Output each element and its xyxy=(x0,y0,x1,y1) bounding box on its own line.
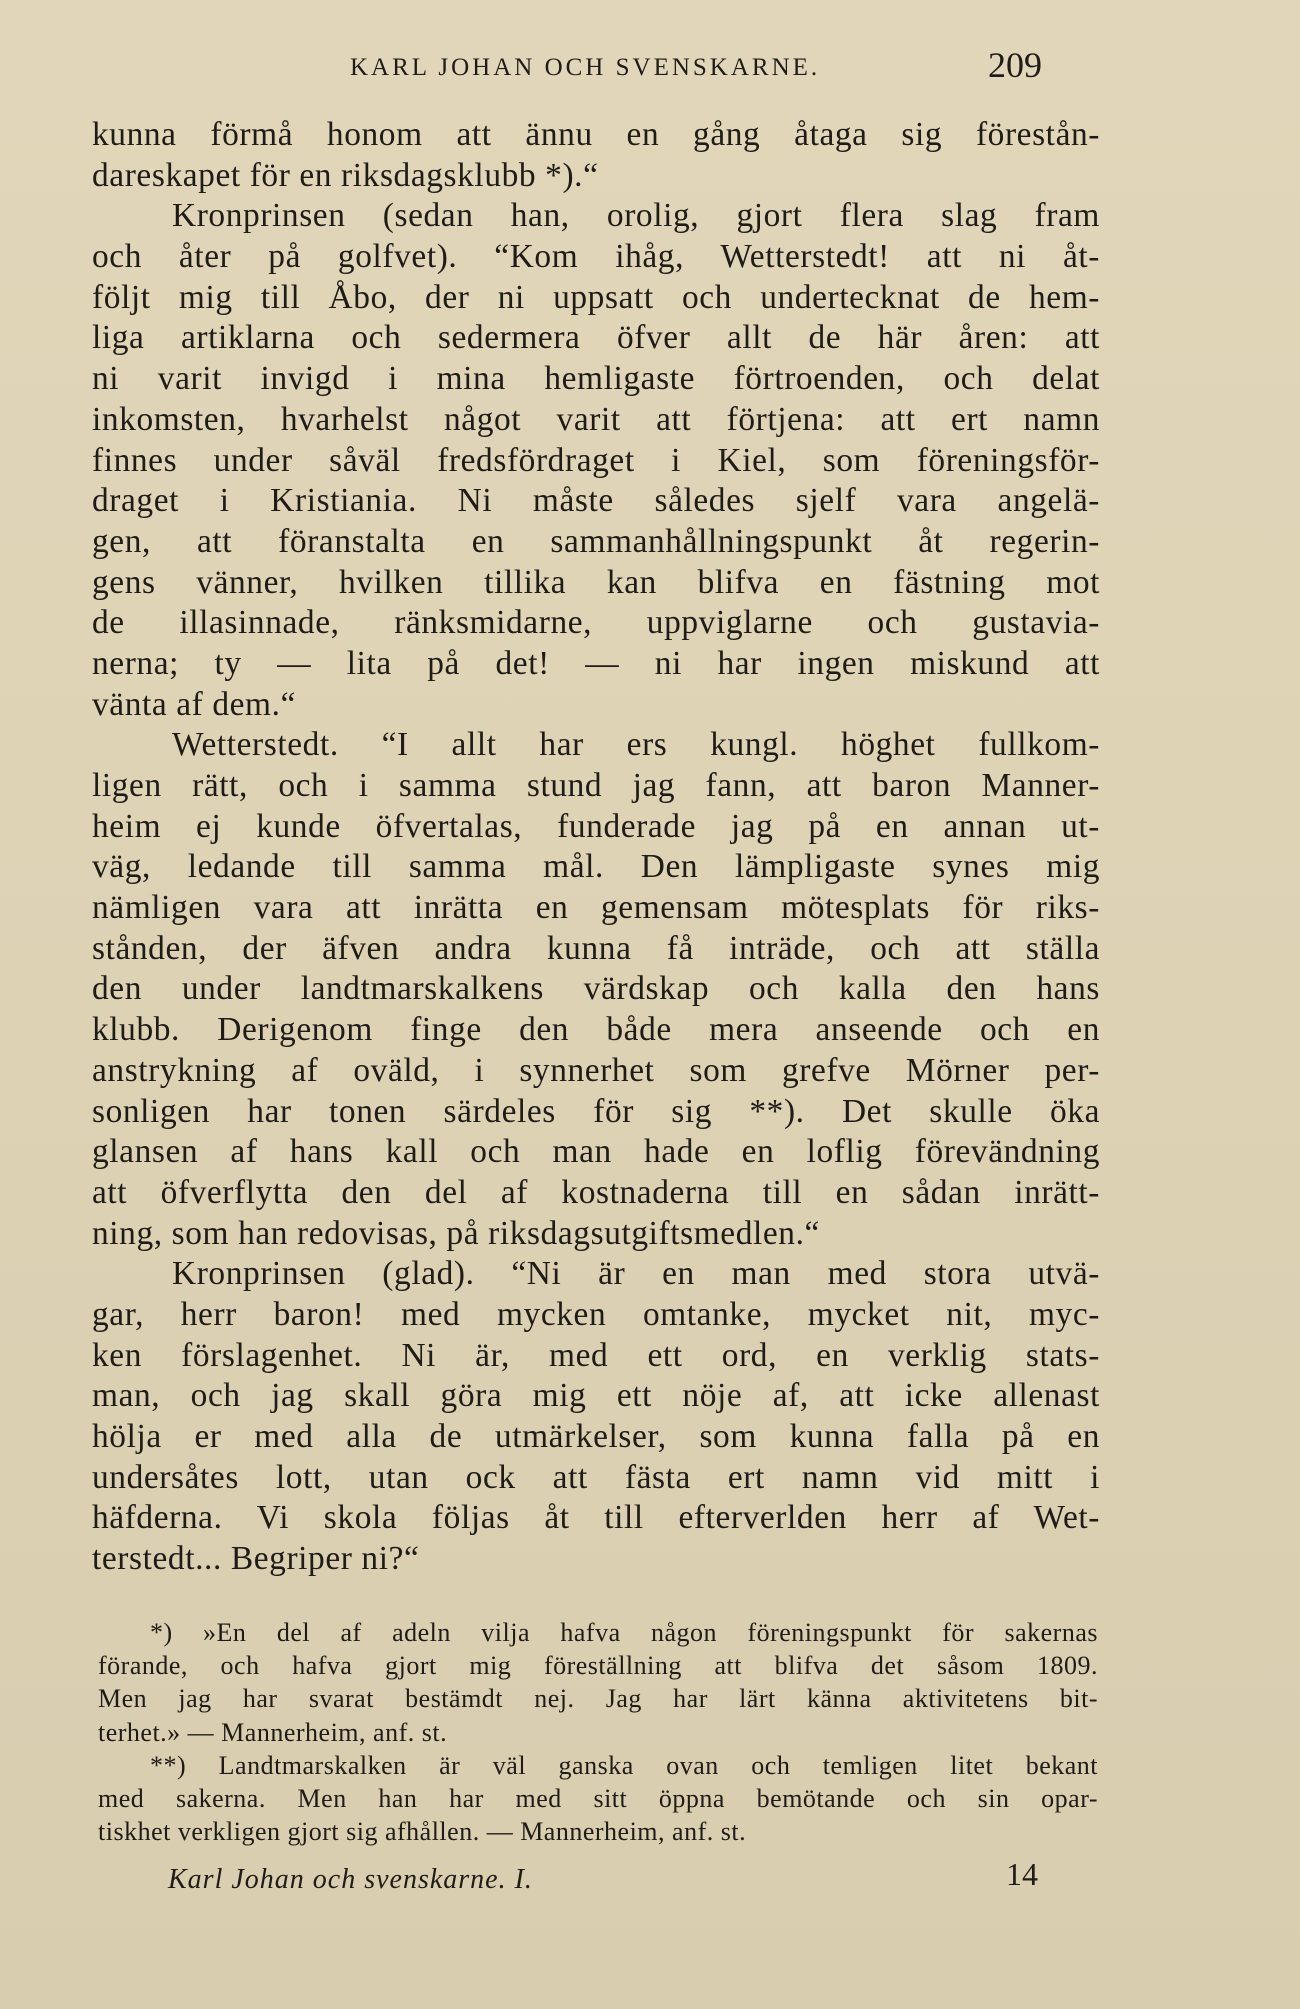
text-line: heim ej kunde öfvertalas, funderade jag på en annan ut- xyxy=(92,807,1100,845)
footnote-line: tiskhet verkligen gjort sig afhållen. — Mannerheim, anf. st. xyxy=(98,1817,747,1847)
text-line: kunna förmå honom att ännu en gång åtaga sig förestån- xyxy=(92,116,1100,153)
text-line: den under landtmarskalkens värdskap och kalla den hans xyxy=(92,970,1100,1008)
signature-line xyxy=(168,1856,1068,1896)
text-line: inkomsten, hvarhelst något varit att förtjena: att ert namn xyxy=(92,400,1100,438)
text-line: gens vänner, hvilken tillika kan blifva en fästning mot xyxy=(92,563,1100,601)
footnote-line: *) »En del af adeln vilja hafva någon föreningspunkt för sakernas xyxy=(150,1618,1098,1647)
text-line: väg, ledande till samma mål. Den lämpligaste synes mig xyxy=(92,848,1100,886)
running-head: KARL JOHAN OCH SVENSKARNE. xyxy=(350,54,821,81)
text-line: anstrykning af oväld, i synnerhet som grefve Mörner per- xyxy=(92,1051,1100,1089)
text-line: draget i Kristiania. Ni måste således sjelf vara angelä- xyxy=(92,482,1100,520)
footnote-line: förande, och hafva gjort mig föreställning att blifva det såsom 1809. xyxy=(98,1651,1098,1681)
text-line: vänta af dem.“ xyxy=(92,685,296,723)
text-line: terstedt... Begriper ni?“ xyxy=(92,1540,420,1578)
main-text xyxy=(92,115,1100,1580)
text-line: att öfverflytta den del af kostnaderna till en sådan inrätt- xyxy=(92,1173,1100,1211)
footnote-line: med sakerna. Men han har med sitt öppna bemötande och sin opar- xyxy=(98,1783,1098,1813)
footnote-line: Men jag har svarat bestämdt nej. Jag har lärt känna aktivitetens bit- xyxy=(98,1684,1098,1714)
text-line: finnes under såväl fredsfördraget i Kiel, som föreningsför- xyxy=(92,441,1100,479)
text-line: hölja er med alla de utmärkelser, som kunna falla på en xyxy=(92,1418,1100,1455)
text-line: man, och jag skall göra mig ett nöje af, att icke allenast xyxy=(92,1377,1100,1415)
text-line: de illasinnade, ränksmidarne, uppviglarne och gustavia- xyxy=(92,604,1100,642)
text-line: ni varit invigd i mina hemligaste förtroenden, och delat xyxy=(92,360,1100,398)
page-header xyxy=(0,44,1300,94)
text-line: nerna; ty — lita på det! — ni har ingen miskund att xyxy=(92,644,1100,682)
footnotes xyxy=(98,1616,1098,1848)
signature-title: Karl Johan och svenskarne. I. xyxy=(168,1864,533,1895)
text-line: gar, herr baron! med mycken omtanke, mycket nit, myc- xyxy=(92,1295,1100,1333)
text-line: klubb. Derigenom finge den både mera anseende och en xyxy=(92,1011,1100,1049)
text-line: glansen af hans kall och man hade en loflig förevändning xyxy=(92,1133,1100,1171)
text-line: nämligen vara att inrätta en gemensam mötesplats för riks- xyxy=(92,889,1100,927)
text-line: undersåtes lott, utan ock att fästa ert namn vid mitt i xyxy=(92,1458,1100,1496)
text-line: gen, att föranstalta en sammanhållningspunkt åt regerin- xyxy=(92,522,1100,560)
text-line: ken förslagenhet. Ni är, med ett ord, en verklig stats- xyxy=(92,1336,1100,1374)
text-line: häfderna. Vi skola följas åt till efterverlden herr af Wet- xyxy=(92,1499,1100,1537)
text-line: Wetterstedt. “I allt har ers kungl. höghet fullkom- xyxy=(172,726,1100,764)
text-line: dareskapet för en riksdagsklubb *).“ xyxy=(92,156,599,194)
signature-number: 14 xyxy=(1006,1856,1038,1892)
page-number: 209 xyxy=(988,45,1042,85)
footnote-line: terhet.» — Mannerheim, anf. st. xyxy=(98,1717,448,1747)
text-line: liga artiklarna och sedermera öfver allt de här åren: att xyxy=(92,319,1100,357)
footnote-line: **) Landtmarskalken är väl ganska ovan och temligen litet bekant xyxy=(150,1750,1098,1780)
text-line: ligen rätt, och i samma stund jag fann, att baron Manner- xyxy=(92,767,1100,804)
text-line: följt mig till Åbo, der ni uppsatt och undertecknat de hem- xyxy=(92,278,1100,316)
text-line: Kronprinsen (glad). “Ni är en man med stora utvä- xyxy=(172,1255,1100,1293)
text-line: ning, som han redovisas, på riksdagsutgiftsmedlen.“ xyxy=(92,1214,820,1252)
text-line: och åter på golfvet). “Kom ihåg, Wetterstedt! att ni åt- xyxy=(92,238,1100,276)
text-line: stånden, der äfven andra kunna få inträde, och att ställa xyxy=(92,929,1100,967)
text-line: Kronprinsen (sedan han, orolig, gjort flera slag fram xyxy=(172,197,1100,235)
text-line: sonligen har tonen särdeles för sig **). Det skulle öka xyxy=(92,1092,1100,1130)
